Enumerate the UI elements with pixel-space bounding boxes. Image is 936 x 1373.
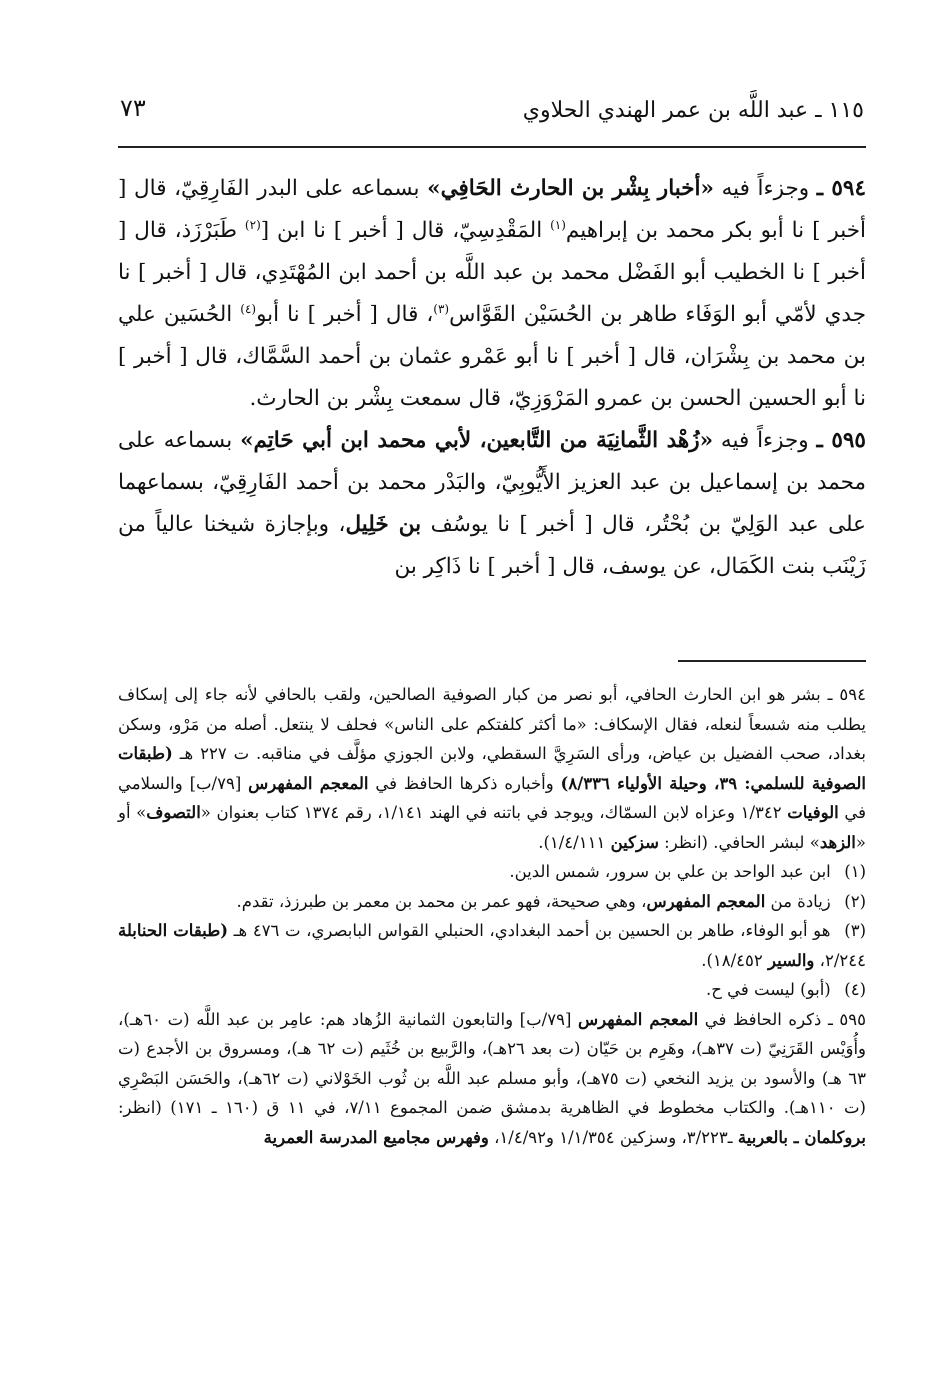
- text-run: ٢/٢٤٤،: [814, 950, 866, 970]
- text-run: ابن عبد الواحد بن علي بن سرور، شمس الدين.: [509, 862, 831, 881]
- text-run: وجزءاً فيه: [713, 176, 817, 201]
- text-run: وجزءاً فيه: [713, 428, 817, 453]
- text-run: المَقْدِسِيّ، قال [ أخبر ] نا ابن [: [260, 218, 551, 243]
- text-run: زيادة من: [765, 891, 831, 911]
- running-title: ١١٥ ـ عبد اللَّه بن عمر الهندي الحلاوي: [522, 98, 864, 123]
- footnote-1: [118, 857, 866, 887]
- text-run: ٥٩٥ ـ ذكره الحافظ في: [698, 1009, 866, 1029]
- footnote-ref: (١): [550, 217, 566, 232]
- citation: الوفيات: [787, 803, 839, 822]
- text-run: » أو «: [118, 803, 866, 852]
- entry-594: [118, 168, 866, 420]
- citation: بروكلمان ـ بالعربية: [737, 1127, 866, 1147]
- citation: (طبقات الحنابلة: [118, 921, 229, 940]
- main-text: [118, 168, 866, 588]
- citation: (طبقات الصوفية للسلمي: ٣٩، وحيلة الأولياء ٨/٣٣٦): [118, 744, 866, 793]
- footnote-4: [118, 975, 866, 1005]
- text-run: طَبَرْزَذ، قال [ أخبر ] نا الخطيب أبو الفَضْل محمد بن عبد اللَّه بن أحمد ابن المُهْتَدِي، قال [ أخبر ] نا جدي لأمّي أبو الوَفَاء طاهر بن الحُسَيْن القَوَّاس: [118, 218, 867, 327]
- text-run: هو أبو الوفاء، طاهر بن الحسين بن أحمد البغدادي، الحنبلي القواس البابصري، ت ٤٧٦ هـ: [228, 921, 831, 940]
- footnote-number: (٣): [844, 921, 866, 940]
- text-run: الحُسَين علي بن محمد بن بِشْرَان، قال [ أخبر ] نا أبو عَمْرو عثمان بن أحمد السَّمَّاك، قال [ أخبر ] نا أبو الحسين الحسن بن عمرو المَرْوَزِيّ، قال سمعت بِشْر بن الحارث.: [118, 302, 866, 411]
- text-run: ١/٣٤٢ وعزاه لابن السمّاك، ويوجد في باتنه في الهند ١/١٤١، رقم ١٣٧٤ كتاب بعنوان «: [200, 803, 788, 822]
- page-number: ٧٣: [120, 94, 146, 122]
- work-title: «زُهْد الثَّمانِيَة من التَّابعين، لأبي محمد ابن أبي حَاتِم»: [240, 428, 714, 453]
- entry-number: ٥٩٤ ـ: [816, 176, 866, 201]
- citation: الزهد: [819, 832, 856, 852]
- bold-name: بن خَلِيل: [345, 512, 422, 537]
- citation: المعجم المفهرس: [577, 1009, 699, 1029]
- text-run: بسماعه على البدر الفَارِقِيّ، قال [ أخبر ] نا أبو بكر محمد بن إبراهيم: [118, 176, 866, 243]
- text-run: ١٨/٤٥٢).: [701, 950, 769, 970]
- footnotes: [118, 680, 866, 1152]
- text-run: ، قال [ أخبر ] نا أبو: [256, 302, 434, 327]
- text-run: [٧٩/ب] والسلامي في: [118, 773, 866, 822]
- footnote-number: (١): [844, 862, 866, 881]
- footnote-ref: (٢): [244, 217, 261, 232]
- entry-number: ٥٩٥ ـ: [816, 428, 866, 453]
- text-run: ٥٩٤ ـ بشر هو ابن الحارث الحافي، أبو نصر من كبار الصوفية الصالحين، ولقب بالحافي لأنه جاء إلى إسكاف يطلب منه شسعاً لنعله، فقال الإسكاف: «ما أكثر كلفتكم على الناس» فحلف لا ينتعل. أصله من مَرْو، وسكن بغداد، صحب الفضيل بن عياض، ورأى السَرِيَّ السقطي، ولابن الجوزي مؤلَّف في مناقبه. ت ٢٢٧ هـ: [118, 685, 866, 763]
- citation: سزكين: [610, 832, 659, 852]
- text-run: ، وهي صحيحة، فهو عمر بن محمد بن معمر بن طبرزذ، تقدم.: [236, 891, 647, 911]
- footnote-3: [118, 916, 866, 975]
- citation: وفهرس مجاميع المدرسة العمرية: [263, 1127, 489, 1147]
- text-run: ، وبإجازة شيخنا عالياً من زَيْنَب بنت الكَمَال، عن يوسف، قال [ أخبر ] نا ذَاكِر بن: [118, 512, 866, 579]
- footnote-number: (٤): [844, 980, 866, 999]
- footnote-2: [118, 887, 866, 917]
- citation: المعجم المفهرس: [646, 891, 766, 911]
- entry-595: [118, 420, 866, 588]
- work-title: «أخبار بِشْر بن الحارث الحَافِي»: [427, 176, 714, 201]
- footnote-594: [118, 680, 866, 857]
- text-run: وأخباره ذكرها الحافظ في: [368, 773, 561, 793]
- text-run: (أبو) ليست في ح.: [705, 980, 831, 999]
- footnote-595: [118, 1005, 866, 1153]
- text-run: [٧٩/ب] والتابعون الثمانية الزُهاد هم: عامِر بن عبد اللَّه (ت ٦٠هـ)، وأُوَيْس القَرَنِيّ (ت ٣٧هـ)، وهَرِم بن حَيّان (ت بعد ٢٦هـ)، والرَّبيع بن خُثَيم (ت ٦٢ هـ)، ومسروق بن الأجدع (ت ٦٣ هـ) والأسود بن يزيد النخعي (ت ٧٥هـ)، وأبو مسلم عبد اللَّه بن ثُوب الخَوْلاني (ت ٦٢هـ)، والحَسَن البَصْرِي (ت ١١٠هـ). والكتاب مخطوط في الظاهرية بدمشق ضمن المجموع ٧/١١، في ١١ ق (١٦٠ ـ ١٧١) (انظر:: [118, 1009, 867, 1117]
- text-run: » لبشر الحافي. (انظر:: [658, 832, 820, 852]
- text-run: ـ٣/٢٢٣، وسزكين ١/١/٣٥٤ و١/٤/٩٢،: [488, 1127, 738, 1147]
- page-header: [118, 88, 866, 148]
- citation: المعجم المفهرس: [248, 773, 369, 793]
- text-run: ١/٤/١١١).: [538, 832, 611, 852]
- citation: والسير: [768, 950, 815, 970]
- footnote-ref: (٤): [240, 301, 257, 316]
- text-run: بسماعه على محمد بن إسماعيل بن عبد العزيز الأَيُّوبِيّ، والبَدْر محمد بن أحمد الفَارِقِيّ، بسماعهما على عبد الوَلِيّ بن بُحْتُر، قال [ أخبر ] نا يوسُف: [118, 428, 867, 537]
- footnote-separator: [678, 660, 866, 662]
- footnote-number: (٢): [844, 891, 866, 911]
- footnote-ref: (٣): [433, 301, 450, 316]
- citation: التصوف: [146, 803, 201, 822]
